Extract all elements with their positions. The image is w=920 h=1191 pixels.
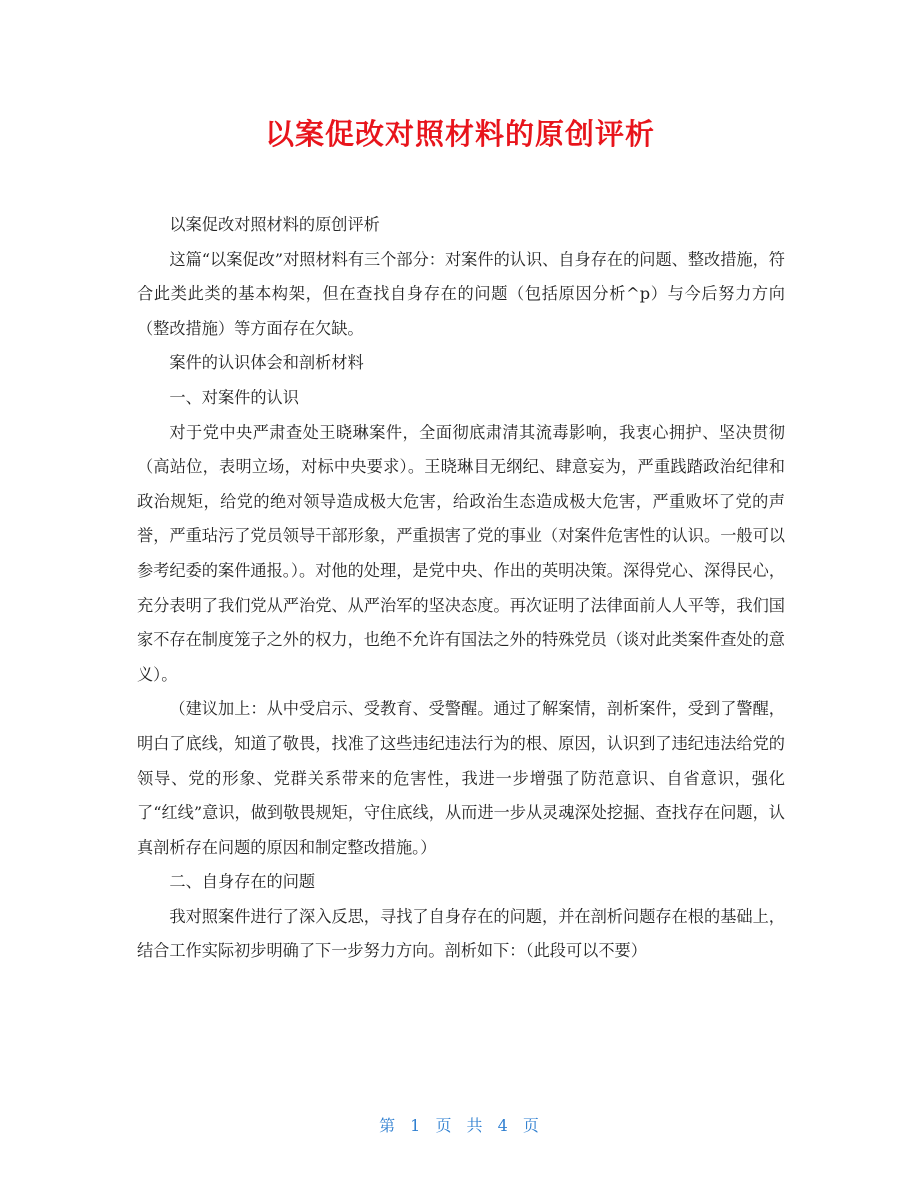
paragraph-own-problems: 我对照案件进行了深入反思，寻找了自身存在的问题，并在剖析问题存在根的基础上，结合工作实际初步明确了下一步努力方向。剖析如下：（此段可以不要） — [137, 906, 785, 961]
paragraph-subtitle: 以案促改对照材料的原创评析 — [169, 215, 380, 234]
document-title: 以案促改对照材料的原创评析 — [264, 117, 655, 151]
section-heading-own-problems: 二、自身存在的问题 — [169, 872, 316, 892]
paragraph-suggestion: （建议加上：从中受启示、受教育、受警醒。通过了解案情，剖析案件，受到了警醒，明白了底线，知道了敬畏，找准了这些违纪违法行为的根、原因，认识到了违纪违法给党的领导、党的形象、党群关系带来的危害性，我进一步增强了防范意识、自省意识，强化了“红线”意识，做到敬畏规矩，守住底线，从而进一步从灵魂深处挖掘、查找存在问题，认真剖析存在问题的原因和制定整改措施。） — [137, 699, 785, 857]
paragraph-case-understanding: 对于党中央严肃查处王晓琳案件，全面彻底肃清其流毒影响，我衷心拥护、坚决贯彻（高站位，表明立场，对标中央要求）。王晓琳目无纲纪、肆意妄为，严重践踏政治纪律和政治规矩，给党的绝对领导造成极大危害，给政治生态造成极大危害，严重败坏了党的声誉，严重玷污了党员领导干部形象，严重损害了党的事业（对案件危害性的认识。一般可以参考纪委的案件通报。）。对他的处理，是党中央、作出的英明决策。深得党心、深得民心，充分表明了我们党从严治党、从严治军的坚决态度。再次证明了法律面前人人平等，我们国家不存在制度笼子之外的权力，也绝不允许有国法之外的特殊党员（谈对此类案件查处的意义）。 — [137, 422, 785, 684]
paragraph-intro: 这篇“以案促改”对照材料有三个部分：对案件的认识、自身存在的问题、整改措施，符合此类此类的基本构架，但在查找自身存在的问题（包括原因分析^p）与今后努力方向（整改措施）等方面存在欠缺。 — [137, 249, 785, 338]
section-heading-case-analysis: 案件的认识体会和剖析材料 — [169, 353, 364, 373]
page-number: 第 1 页 共 4 页 — [379, 1116, 541, 1135]
section-heading-case-understanding: 一、对案件的认识 — [169, 387, 299, 407]
document-body — [137, 208, 785, 969]
